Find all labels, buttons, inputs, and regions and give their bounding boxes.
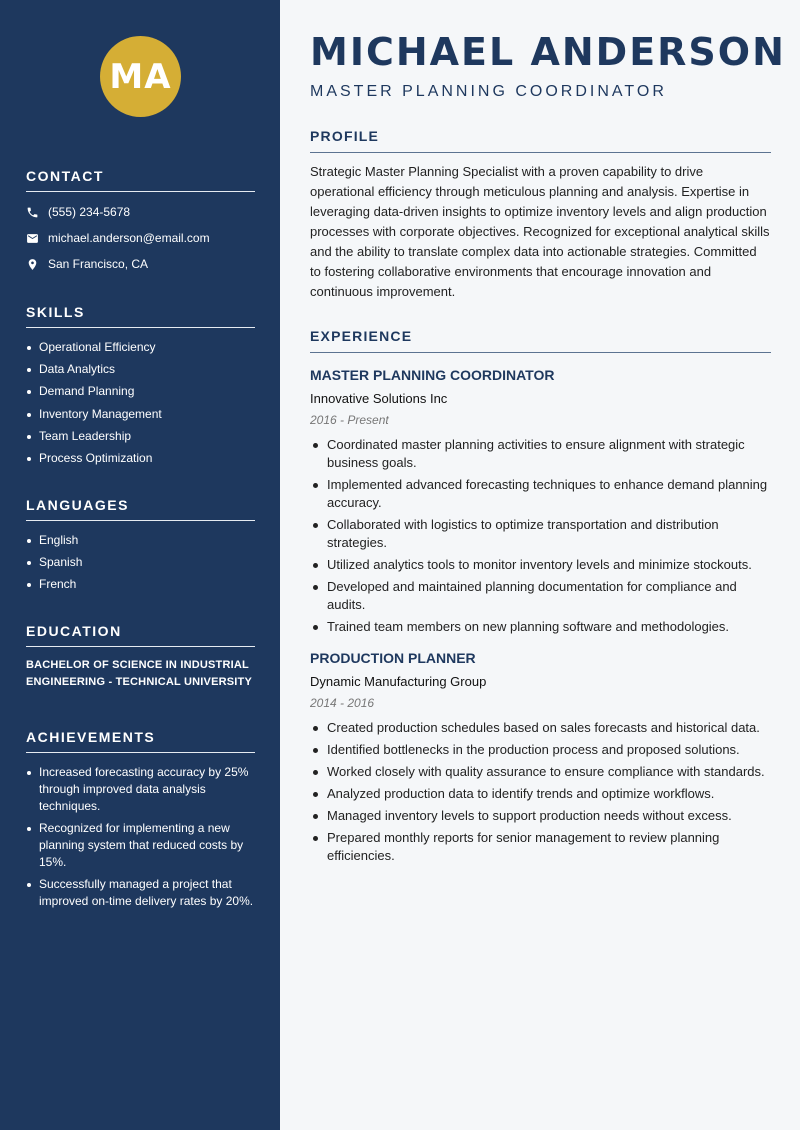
phone-text: (555) 234-5678: [48, 205, 131, 219]
list-item: Identified bottlenecks in the production process and proposed solutions.: [310, 741, 771, 759]
list-item: Team Leadership: [26, 428, 255, 445]
email-text[interactable]: michael.anderson@email.com: [48, 231, 210, 245]
list-item: Coordinated master planning activities to ensure alignment with strategic business goals.: [310, 436, 771, 472]
job-entry: [310, 650, 771, 865]
candidate-title: MASTER PLANNING COORDINATOR: [310, 83, 667, 100]
list-item: Analyzed production data to identify trends and optimize workflows.: [310, 785, 771, 803]
skills-heading: SKILLS: [26, 304, 255, 328]
job-title: MASTER PLANNING COORDINATOR: [310, 367, 555, 383]
skills-list: [26, 339, 255, 467]
experience-heading: EXPERIENCE: [310, 328, 771, 353]
list-item: Utilized analytics tools to monitor inventory levels and minimize stockouts.: [310, 556, 771, 574]
list-item: Demand Planning: [26, 383, 255, 400]
list-item: Trained team members on new planning software and methodologies.: [310, 618, 771, 636]
job-entry: [310, 367, 771, 636]
achievements-list: [26, 764, 255, 910]
list-item: Prepared monthly reports for senior management to review planning efficiencies.: [310, 829, 771, 865]
job-company: Innovative Solutions Inc: [310, 391, 448, 406]
list-item: Implemented advanced forecasting techniques to enhance demand planning accuracy.: [310, 476, 771, 512]
education-heading: EDUCATION: [26, 623, 255, 647]
list-item: Operational Efficiency: [26, 339, 255, 356]
list-item: Increased forecasting accuracy by 25% through improved data analysis techniques.: [26, 764, 255, 815]
list-item: Successfully managed a project that improved on-time delivery rates by 20%.: [26, 876, 255, 910]
list-item: Process Optimization: [26, 450, 255, 467]
profile-text: Strategic Master Planning Specialist with a proven capability to drive operational efficiency through meticulous planning and analysis. Expertise in leveraging data-driven insights to optimize inventory levels and align production processes with corporate objectives. Recognized for exceptional analytical skills and the ability to translate complex data into actionable strategies. Committed to fostering collaborative environments that encourage innovation and continuous improvement.: [310, 164, 770, 299]
contact-section: [26, 168, 255, 273]
job-bullets: [310, 719, 771, 865]
achievements-section: [26, 729, 255, 916]
job-dates: 2014 - 2016: [310, 696, 375, 710]
avatar: [100, 36, 181, 117]
avatar-initials: MA: [109, 56, 172, 97]
profile-heading: PROFILE: [310, 128, 771, 153]
languages-heading: LANGUAGES: [26, 497, 255, 521]
job-company: Dynamic Manufacturing Group: [310, 674, 487, 689]
list-item: Worked closely with quality assurance to ensure compliance with standards.: [310, 763, 771, 781]
languages-list: [26, 532, 255, 593]
job-bullets: [310, 436, 771, 636]
list-item: French: [26, 576, 255, 593]
candidate-name: MICHAEL ANDERSON: [310, 30, 786, 74]
contact-heading: CONTACT: [26, 168, 255, 192]
job-dates: 2016 - Present: [310, 413, 389, 427]
list-item: Managed inventory levels to support production needs without excess.: [310, 807, 771, 825]
list-item: Created production schedules based on sales forecasts and historical data.: [310, 719, 771, 737]
email-icon: [26, 232, 39, 245]
sidebar: [0, 0, 280, 1130]
list-item: Data Analytics: [26, 361, 255, 378]
experience-section: [310, 328, 771, 869]
list-item: Collaborated with logistics to optimize transportation and distribution strategies.: [310, 516, 771, 552]
list-item: Inventory Management: [26, 406, 255, 423]
education-section: [26, 623, 255, 691]
achievements-heading: ACHIEVEMENTS: [26, 729, 255, 753]
location-text: San Francisco, CA: [48, 257, 149, 271]
contact-email: [26, 229, 255, 247]
list-item: Recognized for implementing a new planning system that reduced costs by 15%.: [26, 820, 255, 871]
profile-section: [310, 128, 771, 302]
education-degree: BACHELOR OF SCIENCE IN INDUSTRIAL ENGINEERING - TECHNICAL UNIVERSITY: [26, 659, 253, 688]
list-item: English: [26, 532, 255, 549]
languages-section: [26, 497, 255, 599]
list-item: Developed and maintained planning documentation for compliance and audits.: [310, 578, 771, 614]
location-pin-icon: [26, 258, 39, 271]
job-title: PRODUCTION PLANNER: [310, 650, 476, 666]
phone-icon: [26, 206, 39, 219]
skills-section: [26, 304, 255, 472]
list-item: Spanish: [26, 554, 255, 571]
contact-phone: [26, 203, 255, 221]
contact-location: [26, 255, 255, 273]
